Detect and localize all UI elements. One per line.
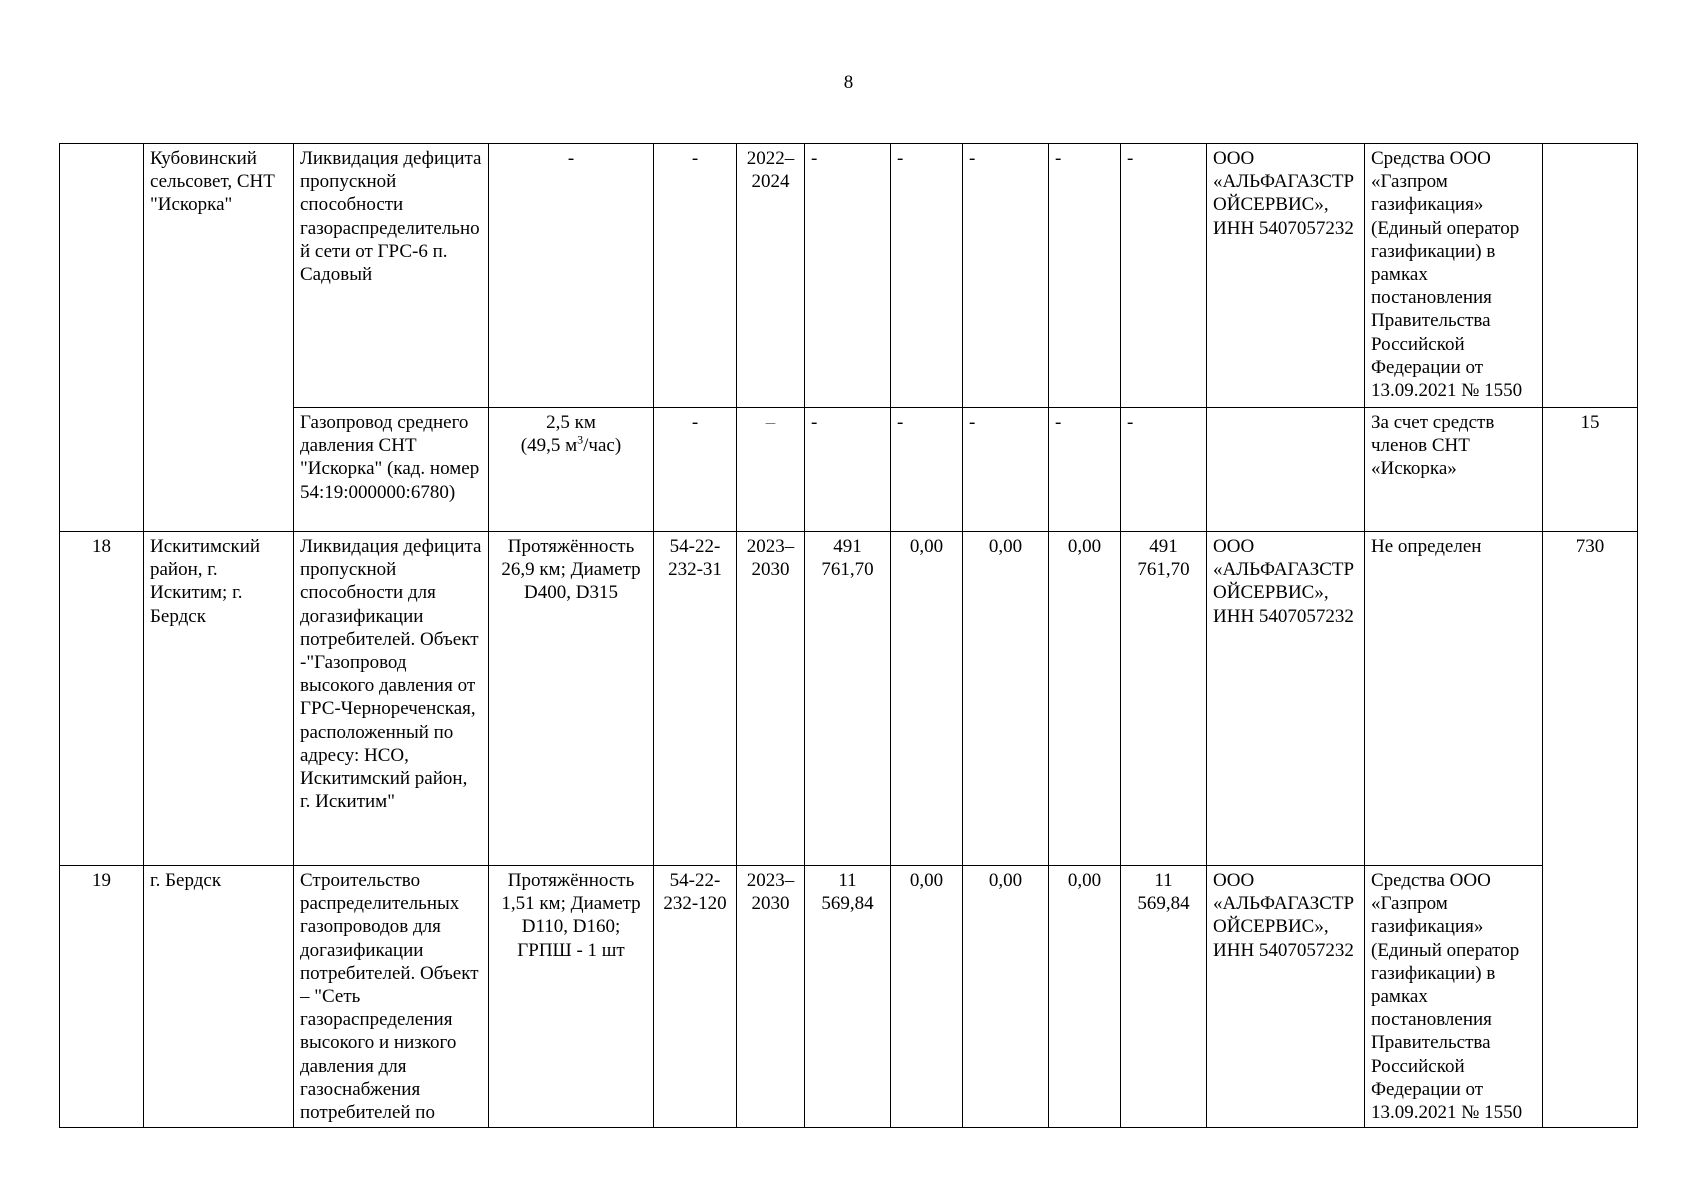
funding-4-cell: 11 569,84	[1121, 866, 1207, 1128]
funding-3-cell: 0,00	[1049, 866, 1121, 1128]
funding-2-cell: -	[963, 144, 1049, 408]
code-cell: -	[654, 144, 737, 408]
funding-1-cell: 0,00	[891, 866, 963, 1128]
capacity-cell: Протяжённость 1,51 км; Диаметр D110, D160; ГРПШ - 1 шт	[489, 866, 654, 1128]
funding-3-cell: -	[1049, 144, 1121, 408]
funding-2-cell: 0,00	[963, 532, 1049, 866]
funding-2-cell: 0,00	[963, 866, 1049, 1128]
row-number-cell: 18	[60, 532, 144, 866]
funding-source-cell: Не определен	[1365, 532, 1543, 866]
funding-source-cell: Средства ООО «Газпром газификация» (Единый оператор газификации) в рамках постановления Правительства Российской Федерации от 13.09.2021 № 1550	[1365, 144, 1543, 408]
funding-1-cell: 0,00	[891, 532, 963, 866]
object-name-cell: Строительство распределительных газопроводов для догазификации потребителей. Объект – "Сеть газораспределения высокого и низкого давления для газоснабжения потребителей по	[294, 866, 489, 1128]
period-cell: 2022–2024	[737, 144, 805, 408]
capacity-cell: -	[489, 144, 654, 408]
total-cost-cell: 11 569,84	[805, 866, 891, 1128]
territory-cell: г. Бердск	[144, 866, 294, 1128]
funding-4-cell: -	[1121, 144, 1207, 408]
object-name-cell: Ликвидация дефицита пропускной способности газораспределительной сети от ГРС-6 п. Садовый	[294, 144, 489, 408]
funding-4-cell: 491 761,70	[1121, 532, 1207, 866]
capacity-cell	[489, 408, 654, 532]
capacity-flow-prefix: (49,5 м	[520, 435, 578, 457]
gasification-program-table	[59, 143, 1638, 1128]
row-number-cell	[60, 144, 144, 532]
period-cell: –	[737, 408, 805, 532]
total-cost-cell: -	[805, 144, 891, 408]
count-cell: 15	[1543, 408, 1638, 532]
executor-cell: ООО «АЛЬФАГАЗСТРОЙСЕРВИС», ИНН 5407057232	[1207, 144, 1365, 408]
page-number: 8	[843, 72, 854, 93]
row-number-cell: 19	[60, 866, 144, 1128]
count-cell: 730	[1543, 532, 1638, 1128]
territory-cell: Искитимский район, г. Искитим; г. Бердск	[144, 532, 294, 866]
code-cell: 54-22-232-31	[654, 532, 737, 866]
capacity-flow-suffix: /час)	[583, 435, 622, 457]
funding-3-cell: -	[1049, 408, 1121, 532]
executor-cell: ООО «АЛЬФАГАЗСТРОЙСЕРВИС», ИНН 5407057232	[1207, 866, 1365, 1128]
total-cost-cell: -	[805, 408, 891, 532]
object-name-cell: Ликвидация дефицита пропускной способности для догазификации потребителей. Объект -"Газопровод высокого давления от ГРС-Чернореченская, расположенный по адресу: НСО, Искитимский район, г. Искитим"	[294, 532, 489, 866]
executor-cell	[1207, 408, 1365, 532]
object-name-cell: Газопровод среднего давления СНТ "Искорка" (кад. номер 54:19:000000:6780)	[294, 408, 489, 532]
funding-4-cell: -	[1121, 408, 1207, 532]
capacity-cell: Протяжённость 26,9 км; Диаметр D400, D315	[489, 532, 654, 866]
capacity-length: 2,5 км	[546, 412, 596, 433]
total-cost-cell: 491 761,70	[805, 532, 891, 866]
table-row	[60, 408, 1638, 532]
period-cell: 2023–2030	[737, 532, 805, 866]
funding-1-cell: -	[891, 144, 963, 408]
table-row	[60, 144, 1638, 408]
period-cell: 2023–2030	[737, 866, 805, 1128]
territory-cell: Кубовинский сельсовет, СНТ "Искорка"	[144, 144, 294, 532]
code-cell: -	[654, 408, 737, 532]
funding-1-cell: -	[891, 408, 963, 532]
funding-3-cell: 0,00	[1049, 532, 1121, 866]
funding-source-cell: За счет средств членов СНТ «Искорка»	[1365, 408, 1543, 532]
table-row	[60, 532, 1638, 866]
funding-2-cell: -	[963, 408, 1049, 532]
count-cell	[1543, 144, 1638, 408]
executor-cell: ООО «АЛЬФАГАЗСТРОЙСЕРВИС», ИНН 5407057232	[1207, 532, 1365, 866]
code-cell: 54-22-232-120	[654, 866, 737, 1128]
capacity-flow-sup: 3	[577, 432, 584, 447]
table-row	[60, 866, 1638, 1128]
funding-source-cell: Средства ООО «Газпром газификация» (Единый оператор газификации) в рамках постановления Правительства Российской Федерации от 13.09.2021 № 1550	[1365, 866, 1543, 1128]
